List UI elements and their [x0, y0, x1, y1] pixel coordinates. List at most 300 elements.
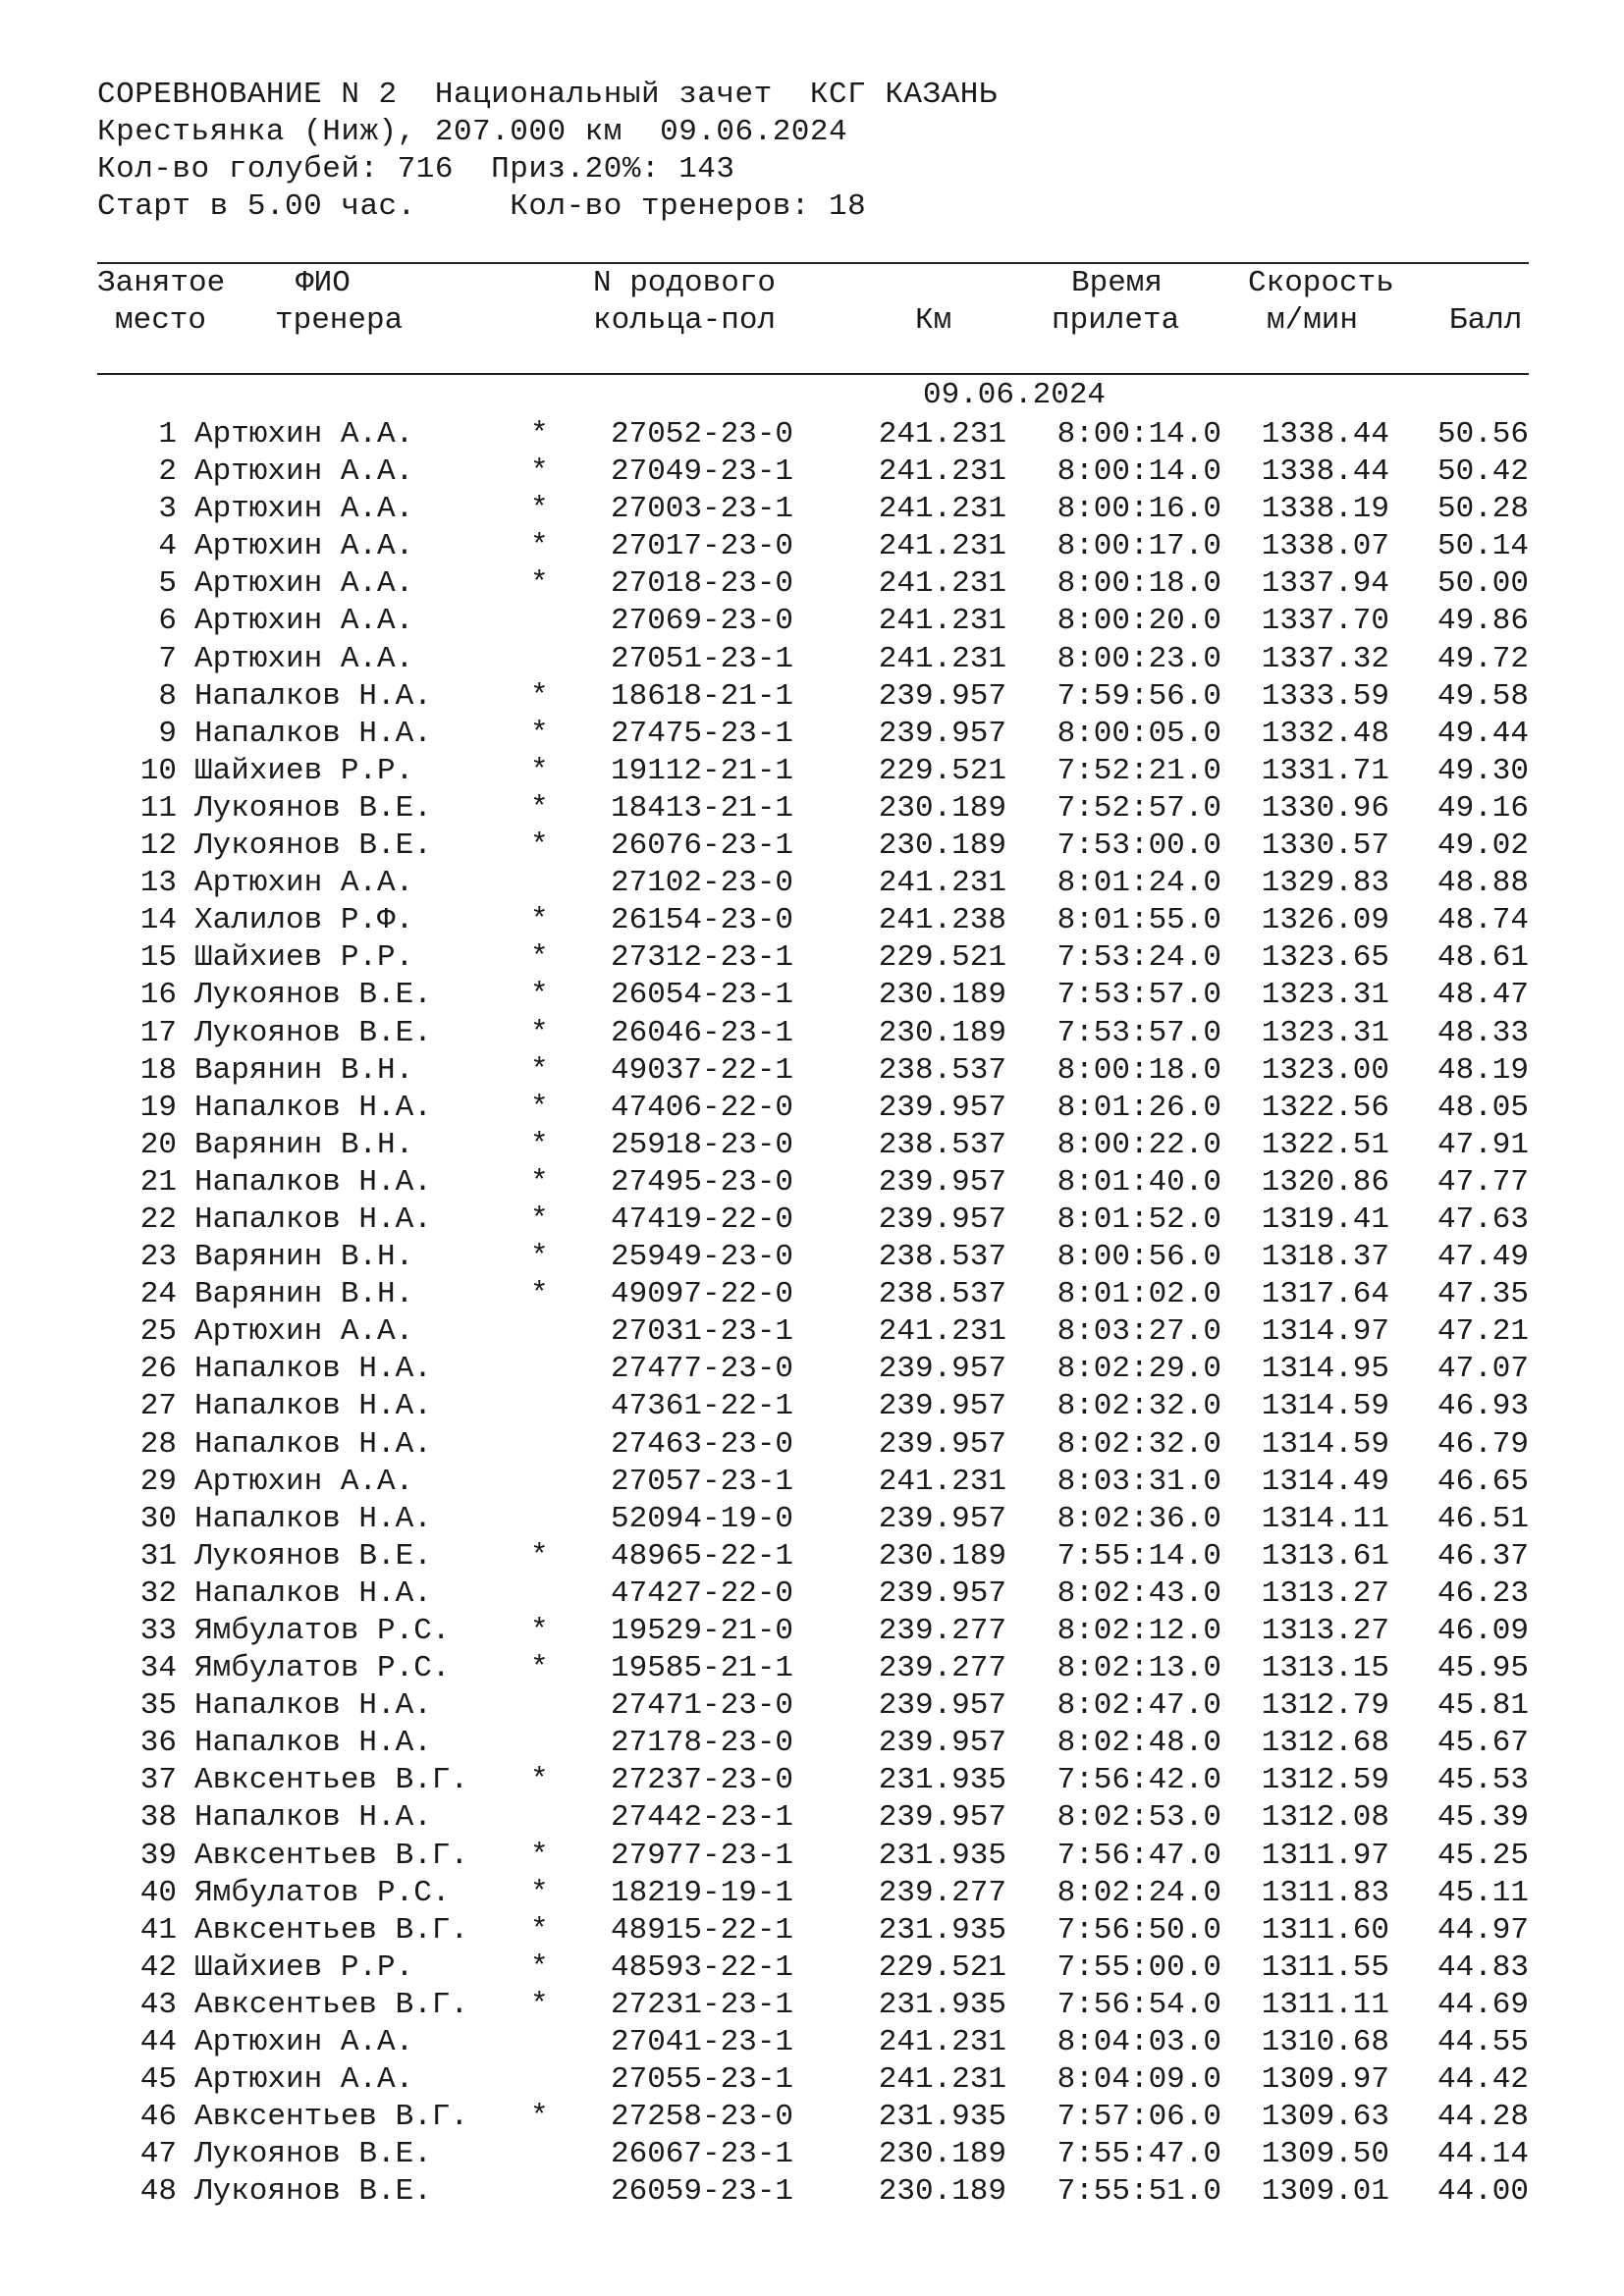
place-cell: 44 — [139, 2025, 177, 2060]
distance-km-cell: 239.957 — [878, 1575, 1006, 1611]
col-ring-line2: кольца-пол — [593, 303, 777, 338]
distance-km-cell: 239.957 — [878, 1726, 1006, 1761]
place-cell: 39 — [139, 1838, 177, 1873]
trainer-name-cell: Напалков Н.А. — [194, 1389, 432, 1424]
mark-cell: * — [530, 1052, 549, 1088]
trainer-name-cell: Артюхин А.А. — [194, 641, 414, 676]
col-name-line1: ФИО — [296, 266, 351, 300]
place-cell: 20 — [139, 1127, 177, 1162]
table-row — [0, 1949, 1624, 1987]
mark-cell: * — [530, 753, 549, 788]
place-cell: 2 — [158, 454, 177, 490]
speed-cell: 1309.63 — [1261, 2100, 1389, 2135]
distance-km-cell: 239.277 — [878, 1875, 1006, 1910]
mark-cell: * — [530, 1912, 549, 1948]
arrival-time-cell: 7:53:00.0 — [1056, 828, 1221, 864]
arrival-time-cell: 7:52:21.0 — [1056, 753, 1221, 788]
ring-number-cell: 27017-23-0 — [611, 529, 794, 564]
mark-cell: * — [530, 1015, 549, 1050]
mark-cell: * — [530, 529, 549, 564]
speed-cell: 1337.70 — [1261, 604, 1389, 639]
distance-km-cell: 230.189 — [878, 978, 1006, 1013]
ring-number-cell: 25949-23-0 — [611, 1240, 794, 1275]
speed-cell: 1312.68 — [1261, 1726, 1389, 1761]
speed-cell: 1314.59 — [1261, 1426, 1389, 1462]
speed-cell: 1338.44 — [1261, 417, 1389, 452]
trainer-name-cell: Лукоянов В.Е. — [194, 1015, 432, 1050]
place-cell: 24 — [139, 1277, 177, 1312]
place-cell: 42 — [139, 1949, 177, 1985]
arrival-time-cell: 7:55:14.0 — [1056, 1538, 1221, 1574]
col-score: Балл — [1449, 303, 1523, 338]
speed-cell: 1323.00 — [1261, 1052, 1389, 1088]
distance-km-cell: 231.935 — [878, 2100, 1006, 2135]
arrival-time-cell: 8:02:43.0 — [1056, 1575, 1221, 1611]
mark-cell: * — [530, 790, 549, 826]
place-cell: 25 — [139, 1314, 177, 1350]
speed-cell: 1311.60 — [1261, 1912, 1389, 1948]
table-row — [0, 1838, 1624, 1875]
speed-cell: 1314.97 — [1261, 1314, 1389, 1350]
ring-number-cell: 27178-23-0 — [611, 1726, 794, 1761]
arrival-time-cell: 8:04:03.0 — [1056, 2025, 1221, 2060]
place-cell: 18 — [139, 1052, 177, 1088]
ring-number-cell: 47361-22-1 — [611, 1389, 794, 1424]
ring-number-cell: 48915-22-1 — [611, 1912, 794, 1948]
score-cell: 46.23 — [1436, 1575, 1529, 1611]
ring-number-cell: 26154-23-0 — [611, 903, 794, 938]
ring-number-cell: 27069-23-0 — [611, 604, 794, 639]
speed-cell: 1310.68 — [1261, 2025, 1389, 2060]
place-cell: 48 — [139, 2174, 177, 2210]
ring-number-cell: 48593-22-1 — [611, 1949, 794, 1985]
ring-number-cell: 18618-21-1 — [611, 678, 794, 714]
place-cell: 34 — [139, 1651, 177, 1686]
pigeon-count: Кол-во голубей: 716 Приз.20%: 143 — [97, 152, 735, 187]
score-cell: 49.02 — [1436, 828, 1529, 864]
ring-number-cell: 26076-23-1 — [611, 828, 794, 864]
trainer-name-cell: Варянин В.Н. — [194, 1052, 414, 1088]
table-row — [0, 1164, 1624, 1201]
trainer-name-cell: Варянин В.Н. — [194, 1127, 414, 1162]
distance-km-cell: 238.537 — [878, 1127, 1006, 1162]
table-row — [0, 790, 1624, 828]
place-cell: 26 — [139, 1352, 177, 1387]
distance-km-cell: 229.521 — [878, 940, 1006, 976]
arrival-time-cell: 7:52:57.0 — [1056, 790, 1221, 826]
arrival-time-cell: 8:00:14.0 — [1056, 454, 1221, 490]
trainer-name-cell: Лукоянов В.Е. — [194, 790, 432, 826]
place-cell: 23 — [139, 1240, 177, 1275]
ring-number-cell: 47419-22-0 — [611, 1201, 794, 1237]
distance-km-cell: 239.957 — [878, 716, 1006, 751]
ring-number-cell: 27041-23-1 — [611, 2025, 794, 2060]
arrival-time-cell: 8:03:31.0 — [1056, 1464, 1221, 1499]
place-cell: 1 — [158, 417, 177, 452]
trainer-name-cell: Авксентьев В.Г. — [194, 1838, 469, 1873]
ring-number-cell: 27231-23-1 — [611, 1987, 794, 2022]
score-cell: 44.14 — [1436, 2137, 1529, 2172]
arrival-time-cell: 7:56:47.0 — [1056, 1838, 1221, 1873]
table-row — [0, 1538, 1624, 1575]
place-cell: 22 — [139, 1201, 177, 1237]
table-row — [0, 1127, 1624, 1164]
place-cell: 30 — [139, 1501, 177, 1536]
trainer-name-cell: Артюхин А.А. — [194, 492, 414, 527]
mark-cell: * — [530, 1949, 549, 1985]
distance-km-cell: 238.537 — [878, 1052, 1006, 1088]
trainer-name-cell: Напалков Н.А. — [194, 678, 432, 714]
table-row — [0, 902, 1624, 939]
score-cell: 47.91 — [1436, 1127, 1529, 1162]
place-cell: 28 — [139, 1426, 177, 1462]
table-row — [0, 1426, 1624, 1464]
ring-number-cell: 27463-23-0 — [611, 1426, 794, 1462]
score-cell: 44.28 — [1436, 2100, 1529, 2135]
trainer-name-cell: Напалков Н.А. — [194, 1575, 432, 1611]
ring-number-cell: 47427-22-0 — [611, 1575, 794, 1611]
distance-km-cell: 239.957 — [878, 1426, 1006, 1462]
distance-km-cell: 241.231 — [878, 866, 1006, 901]
ring-number-cell: 26067-23-1 — [611, 2137, 794, 2172]
mark-cell: * — [530, 417, 549, 452]
trainer-name-cell: Ямбулатов Р.С. — [194, 1651, 451, 1686]
speed-cell: 1323.31 — [1261, 1015, 1389, 1050]
distance-km-cell: 241.231 — [878, 529, 1006, 564]
ring-number-cell: 27237-23-0 — [611, 1763, 794, 1798]
col-place-line1: Занятое — [97, 266, 226, 300]
place-cell: 46 — [139, 2100, 177, 2135]
score-cell: 45.53 — [1436, 1763, 1529, 1798]
trainer-name-cell: Напалков Н.А. — [194, 1426, 432, 1462]
score-cell: 48.74 — [1436, 903, 1529, 938]
table-row — [0, 1239, 1624, 1276]
trainer-name-cell: Лукоянов В.Е. — [194, 828, 432, 864]
place-cell: 32 — [139, 1575, 177, 1611]
trainer-name-cell: Шайхиев Р.Р. — [194, 1949, 414, 1985]
trainer-name-cell: Ямбулатов Р.С. — [194, 1875, 451, 1910]
ring-number-cell: 27442-23-1 — [611, 1800, 794, 1836]
mark-cell: * — [530, 1651, 549, 1686]
speed-cell: 1312.59 — [1261, 1763, 1389, 1798]
trainer-name-cell: Ямбулатов Р.С. — [194, 1614, 451, 1648]
trainer-name-cell: Напалков Н.А. — [194, 1726, 432, 1761]
mark-cell: * — [530, 1164, 549, 1200]
mark-cell: * — [530, 678, 549, 714]
speed-cell: 1313.61 — [1261, 1538, 1389, 1574]
arrival-time-cell: 7:57:06.0 — [1056, 2100, 1221, 2135]
score-cell: 45.11 — [1436, 1875, 1529, 1910]
score-cell: 44.55 — [1436, 2025, 1529, 2060]
place-cell: 10 — [139, 753, 177, 788]
race-info: Крестьянка (Ниж), 207.000 км 09.06.2024 — [97, 115, 848, 149]
mark-cell: * — [530, 716, 549, 751]
place-cell: 3 — [158, 492, 177, 527]
distance-km-cell: 231.935 — [878, 1838, 1006, 1873]
trainer-name-cell: Артюхин А.А. — [194, 566, 414, 602]
trainer-name-cell: Шайхиев Р.Р. — [194, 940, 414, 976]
distance-km-cell: 239.957 — [878, 1201, 1006, 1237]
arrival-time-cell: 7:56:50.0 — [1056, 1912, 1221, 1948]
distance-km-cell: 230.189 — [878, 1538, 1006, 1574]
distance-km-cell: 241.231 — [878, 1314, 1006, 1350]
mark-cell: * — [530, 1614, 549, 1648]
trainer-name-cell: Артюхин А.А. — [194, 1464, 414, 1499]
distance-km-cell: 241.231 — [878, 641, 1006, 676]
speed-cell: 1314.11 — [1261, 1501, 1389, 1536]
mark-cell: * — [530, 454, 549, 490]
arrival-time-cell: 7:59:56.0 — [1056, 678, 1221, 714]
place-cell: 8 — [158, 678, 177, 714]
table-row — [0, 1575, 1624, 1613]
ring-number-cell: 27051-23-1 — [611, 641, 794, 676]
arrival-time-cell: 8:03:27.0 — [1056, 1314, 1221, 1350]
trainer-name-cell: Лукоянов В.Е. — [194, 2137, 432, 2172]
place-cell: 16 — [139, 978, 177, 1013]
mark-cell: * — [530, 1127, 549, 1162]
table-row — [0, 641, 1624, 678]
table-row — [0, 1501, 1624, 1538]
place-cell: 38 — [139, 1800, 177, 1836]
table-row — [0, 2136, 1624, 2173]
speed-cell: 1333.59 — [1261, 678, 1389, 714]
mark-cell: * — [530, 1987, 549, 2022]
trainer-name-cell: Варянин В.Н. — [194, 1277, 414, 1312]
arrival-time-cell: 8:00:18.0 — [1056, 1052, 1221, 1088]
place-cell: 6 — [158, 604, 177, 639]
distance-km-cell: 239.957 — [878, 1688, 1006, 1724]
score-cell: 44.00 — [1436, 2174, 1529, 2210]
trainer-name-cell: Лукоянов В.Е. — [194, 1538, 432, 1574]
score-cell: 46.79 — [1436, 1426, 1529, 1462]
distance-km-cell: 231.935 — [878, 1912, 1006, 1948]
place-cell: 37 — [139, 1763, 177, 1798]
arrival-time-cell: 8:00:23.0 — [1056, 641, 1221, 676]
distance-km-cell: 241.231 — [878, 1464, 1006, 1499]
speed-cell: 1320.86 — [1261, 1164, 1389, 1200]
mark-cell: * — [530, 566, 549, 602]
distance-km-cell: 239.957 — [878, 1800, 1006, 1836]
speed-cell: 1311.83 — [1261, 1875, 1389, 1910]
place-cell: 27 — [139, 1389, 177, 1424]
table-row — [0, 678, 1624, 716]
ring-number-cell: 27003-23-1 — [611, 492, 794, 527]
score-cell: 46.37 — [1436, 1538, 1529, 1574]
distance-km-cell: 230.189 — [878, 2174, 1006, 2210]
score-cell: 46.09 — [1436, 1614, 1529, 1648]
arrival-time-cell: 8:02:47.0 — [1056, 1688, 1221, 1724]
mark-cell: * — [530, 1240, 549, 1275]
trainer-name-cell: Напалков Н.А. — [194, 1688, 432, 1724]
distance-km-cell: 241.231 — [878, 492, 1006, 527]
table-row — [0, 753, 1624, 790]
place-cell: 41 — [139, 1912, 177, 1948]
trainer-name-cell: Артюхин А.А. — [194, 417, 414, 452]
table-row — [0, 2061, 1624, 2099]
trainer-name-cell: Артюхин А.А. — [194, 2062, 414, 2098]
header-rule — [97, 373, 1529, 375]
arrival-time-cell: 8:02:32.0 — [1056, 1426, 1221, 1462]
table-row — [0, 1052, 1624, 1090]
speed-cell: 1313.15 — [1261, 1651, 1389, 1686]
speed-cell: 1323.65 — [1261, 940, 1389, 976]
table-row — [0, 528, 1624, 565]
top-rule — [97, 262, 1529, 264]
score-cell: 49.30 — [1436, 753, 1529, 788]
speed-cell: 1322.56 — [1261, 1090, 1389, 1125]
speed-cell: 1314.95 — [1261, 1352, 1389, 1387]
place-cell: 21 — [139, 1164, 177, 1200]
mark-cell: * — [530, 1875, 549, 1910]
table-row — [0, 1687, 1624, 1725]
start-info: Старт в 5.00 час. Кол-во тренеров: 18 — [97, 189, 867, 224]
arrival-time-cell: 7:53:24.0 — [1056, 940, 1221, 976]
trainer-name-cell: Лукоянов В.Е. — [194, 2174, 432, 2210]
arrival-time-cell: 8:02:29.0 — [1056, 1352, 1221, 1387]
ring-number-cell: 47406-22-0 — [611, 1090, 794, 1125]
ring-number-cell: 18219-19-1 — [611, 1875, 794, 1910]
distance-km-cell: 238.537 — [878, 1277, 1006, 1312]
speed-cell: 1312.08 — [1261, 1800, 1389, 1836]
ring-number-cell: 25918-23-0 — [611, 1127, 794, 1162]
speed-cell: 1329.83 — [1261, 866, 1389, 901]
col-speed-line1: Скорость — [1248, 266, 1394, 300]
arrival-time-cell: 8:01:40.0 — [1056, 1164, 1221, 1200]
arrival-time-cell: 8:00:56.0 — [1056, 1240, 1221, 1275]
mark-cell: * — [530, 940, 549, 976]
arrival-time-cell: 7:55:47.0 — [1056, 2137, 1221, 2172]
arrival-time-cell: 8:01:24.0 — [1056, 866, 1221, 901]
score-cell: 47.77 — [1436, 1164, 1529, 1200]
arrival-time-cell: 8:00:20.0 — [1056, 604, 1221, 639]
col-name-line2: тренера — [275, 303, 404, 338]
ring-number-cell: 27977-23-1 — [611, 1838, 794, 1873]
table-row — [0, 828, 1624, 865]
col-speed-line2: м/мин — [1267, 303, 1359, 338]
arrival-time-cell: 8:02:13.0 — [1056, 1651, 1221, 1686]
arrival-time-cell: 7:53:57.0 — [1056, 978, 1221, 1013]
score-cell: 45.39 — [1436, 1800, 1529, 1836]
trainer-name-cell: Напалков Н.А. — [194, 1800, 432, 1836]
score-cell: 47.21 — [1436, 1314, 1529, 1350]
trainer-name-cell: Артюхин А.А. — [194, 866, 414, 901]
speed-cell: 1317.64 — [1261, 1277, 1389, 1312]
arrival-time-cell: 7:55:00.0 — [1056, 1949, 1221, 1985]
table-row — [0, 1090, 1624, 1127]
score-cell: 45.67 — [1436, 1726, 1529, 1761]
table-row — [0, 716, 1624, 753]
place-cell: 11 — [139, 790, 177, 826]
score-cell: 46.65 — [1436, 1464, 1529, 1499]
place-cell: 14 — [139, 903, 177, 938]
distance-km-cell: 241.231 — [878, 2062, 1006, 2098]
distance-km-cell: 229.521 — [878, 1949, 1006, 1985]
arrival-time-cell: 7:55:51.0 — [1056, 2174, 1221, 2210]
arrival-time-cell: 8:02:53.0 — [1056, 1800, 1221, 1836]
place-cell: 5 — [158, 566, 177, 602]
trainer-name-cell: Халилов Р.Ф. — [194, 903, 414, 938]
col-time-line2: прилета — [1052, 303, 1180, 338]
ring-number-cell: 49097-22-0 — [611, 1277, 794, 1312]
distance-km-cell: 241.231 — [878, 454, 1006, 490]
speed-cell: 1314.59 — [1261, 1389, 1389, 1424]
arrival-time-cell: 8:00:18.0 — [1056, 566, 1221, 602]
speed-cell: 1337.32 — [1261, 641, 1389, 676]
score-cell: 48.47 — [1436, 978, 1529, 1013]
score-cell: 45.95 — [1436, 1651, 1529, 1686]
distance-km-cell: 231.935 — [878, 1763, 1006, 1798]
place-cell: 15 — [139, 940, 177, 976]
table-row — [0, 1276, 1624, 1313]
score-cell: 44.97 — [1436, 1912, 1529, 1948]
arrival-time-cell: 8:00:16.0 — [1056, 492, 1221, 527]
trainer-name-cell: Авксентьев В.Г. — [194, 1987, 469, 2022]
ring-number-cell: 27495-23-0 — [611, 1164, 794, 1200]
distance-km-cell: 239.277 — [878, 1651, 1006, 1686]
score-cell: 48.61 — [1436, 940, 1529, 976]
table-row — [0, 1201, 1624, 1239]
place-cell: 36 — [139, 1726, 177, 1761]
distance-km-cell: 231.935 — [878, 1987, 1006, 2022]
speed-cell: 1332.48 — [1261, 716, 1389, 751]
trainer-name-cell: Шайхиев Р.Р. — [194, 753, 414, 788]
trainer-name-cell: Авксентьев В.Г. — [194, 2100, 469, 2135]
table-row — [0, 939, 1624, 977]
trainer-name-cell: Авксентьев В.Г. — [194, 1763, 469, 1798]
ring-number-cell: 27475-23-1 — [611, 716, 794, 751]
table-row — [0, 1613, 1624, 1650]
arrival-time-cell: 7:53:57.0 — [1056, 1015, 1221, 1050]
arrival-time-cell: 8:01:26.0 — [1056, 1090, 1221, 1125]
speed-cell: 1338.19 — [1261, 492, 1389, 527]
distance-km-cell: 239.957 — [878, 678, 1006, 714]
mark-cell: * — [530, 1538, 549, 1574]
table-row — [0, 2173, 1624, 2211]
speed-cell: 1309.50 — [1261, 2137, 1389, 2172]
ring-number-cell: 27477-23-0 — [611, 1352, 794, 1387]
arrival-time-cell: 8:01:02.0 — [1056, 1277, 1221, 1312]
table-row — [0, 416, 1624, 454]
speed-cell: 1326.09 — [1261, 903, 1389, 938]
arrival-time-cell: 8:00:05.0 — [1056, 716, 1221, 751]
mark-cell: * — [530, 1838, 549, 1873]
score-cell: 47.07 — [1436, 1352, 1529, 1387]
distance-km-cell: 229.521 — [878, 753, 1006, 788]
mark-cell: * — [530, 492, 549, 527]
distance-km-cell: 230.189 — [878, 1015, 1006, 1050]
mark-cell: * — [530, 978, 549, 1013]
place-cell: 33 — [139, 1614, 177, 1648]
ring-number-cell: 26046-23-1 — [611, 1015, 794, 1050]
col-ring-line1: N родового — [593, 266, 777, 300]
speed-cell: 1338.44 — [1261, 454, 1389, 490]
place-cell: 12 — [139, 828, 177, 864]
table-row — [0, 1015, 1624, 1052]
score-cell: 47.49 — [1436, 1240, 1529, 1275]
ring-number-cell: 27258-23-0 — [611, 2100, 794, 2135]
table-row — [0, 1725, 1624, 1762]
score-cell: 44.83 — [1436, 1949, 1529, 1985]
ring-number-cell: 19112-21-1 — [611, 753, 794, 788]
ring-number-cell: 48965-22-1 — [611, 1538, 794, 1574]
place-cell: 17 — [139, 1015, 177, 1050]
ring-number-cell: 27049-23-1 — [611, 454, 794, 490]
distance-km-cell: 239.957 — [878, 1352, 1006, 1387]
speed-cell: 1312.79 — [1261, 1688, 1389, 1724]
place-cell: 35 — [139, 1688, 177, 1724]
trainer-name-cell: Артюхин А.А. — [194, 529, 414, 564]
mark-cell: * — [530, 903, 549, 938]
